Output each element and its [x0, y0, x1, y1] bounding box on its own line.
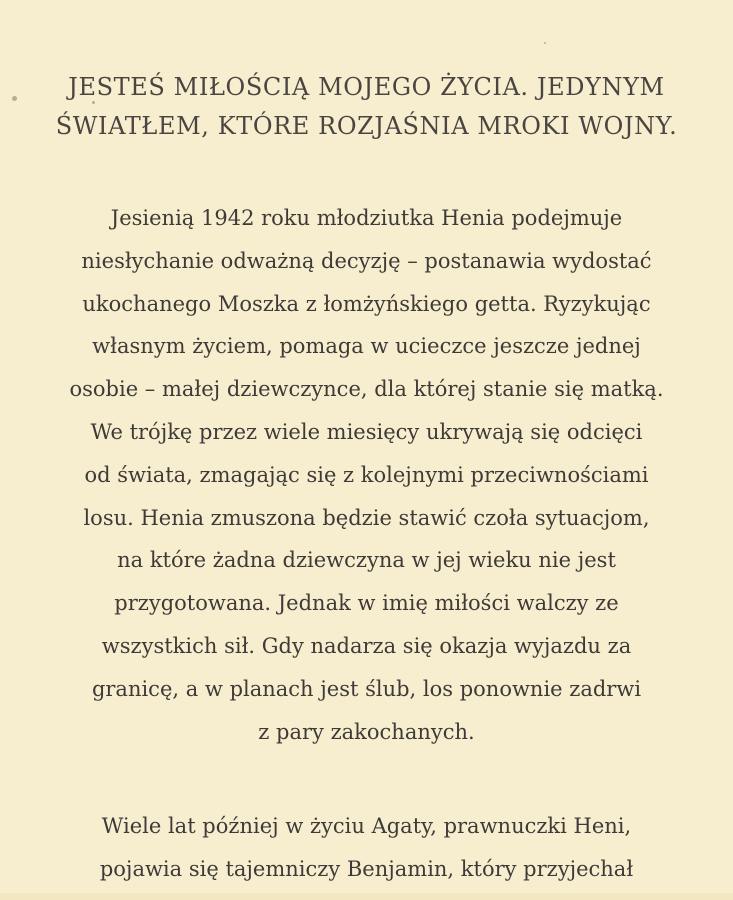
paper-speck [544, 42, 546, 44]
text-line: wszystkich sił. Gdy nadarza się okazja wyjazdu za [101, 633, 632, 658]
text-line: z pary zakochanych. [258, 719, 475, 744]
text-line: przygotowana. Jednak w imię miłości walczy ze [114, 591, 619, 616]
text-line: Wiele lat później w życiu Agaty, prawnuczki Heni, [101, 814, 632, 838]
text-line: osobie – małej dziewczynce, dla której stanie się matką. [69, 377, 664, 402]
synopsis-paragraph-1 [0, 197, 733, 753]
headline [0, 68, 733, 146]
synopsis-paragraph-2 [0, 805, 733, 891]
text-line: własnym życiem, pomaga w ucieczce jeszcze jednej [92, 334, 641, 359]
text-line: niesłychanie odważną decyzję – postanawia wydostać [81, 248, 652, 273]
text-line: granicę, a w planach jest ślub, los ponownie zadrwi [91, 676, 642, 701]
text-line: Jesienią 1942 roku młodziutka Henia podejmuje [110, 206, 623, 230]
page-bottom-edge [0, 893, 733, 900]
headline-line: ŚWIATŁEM, KTÓRE ROZJAŚNIA MROKI WOJNY. [55, 112, 678, 140]
text-line: od świata, zmagając się z kolejnymi przeciwnościami [84, 462, 649, 487]
text-line: losu. Henia zmuszona będzie stawić czoła sytuacjom, [83, 505, 650, 530]
headline-line: JESTEŚ MIŁOŚCIĄ MOJEGO ŻYCIA. JEDYNYM [68, 73, 665, 101]
text-line: We trójkę przez wiele miesięcy ukrywają się odcięci [90, 419, 643, 444]
text-line: na które żadna dziewczyna w jej wieku nie jest [117, 548, 616, 573]
text-line: pojawia się tajemniczy Benjamin, który przyjechał [99, 856, 634, 881]
text-line: ukochanego Moszka z łomżyńskiego getta. Ryzykując [82, 291, 651, 316]
